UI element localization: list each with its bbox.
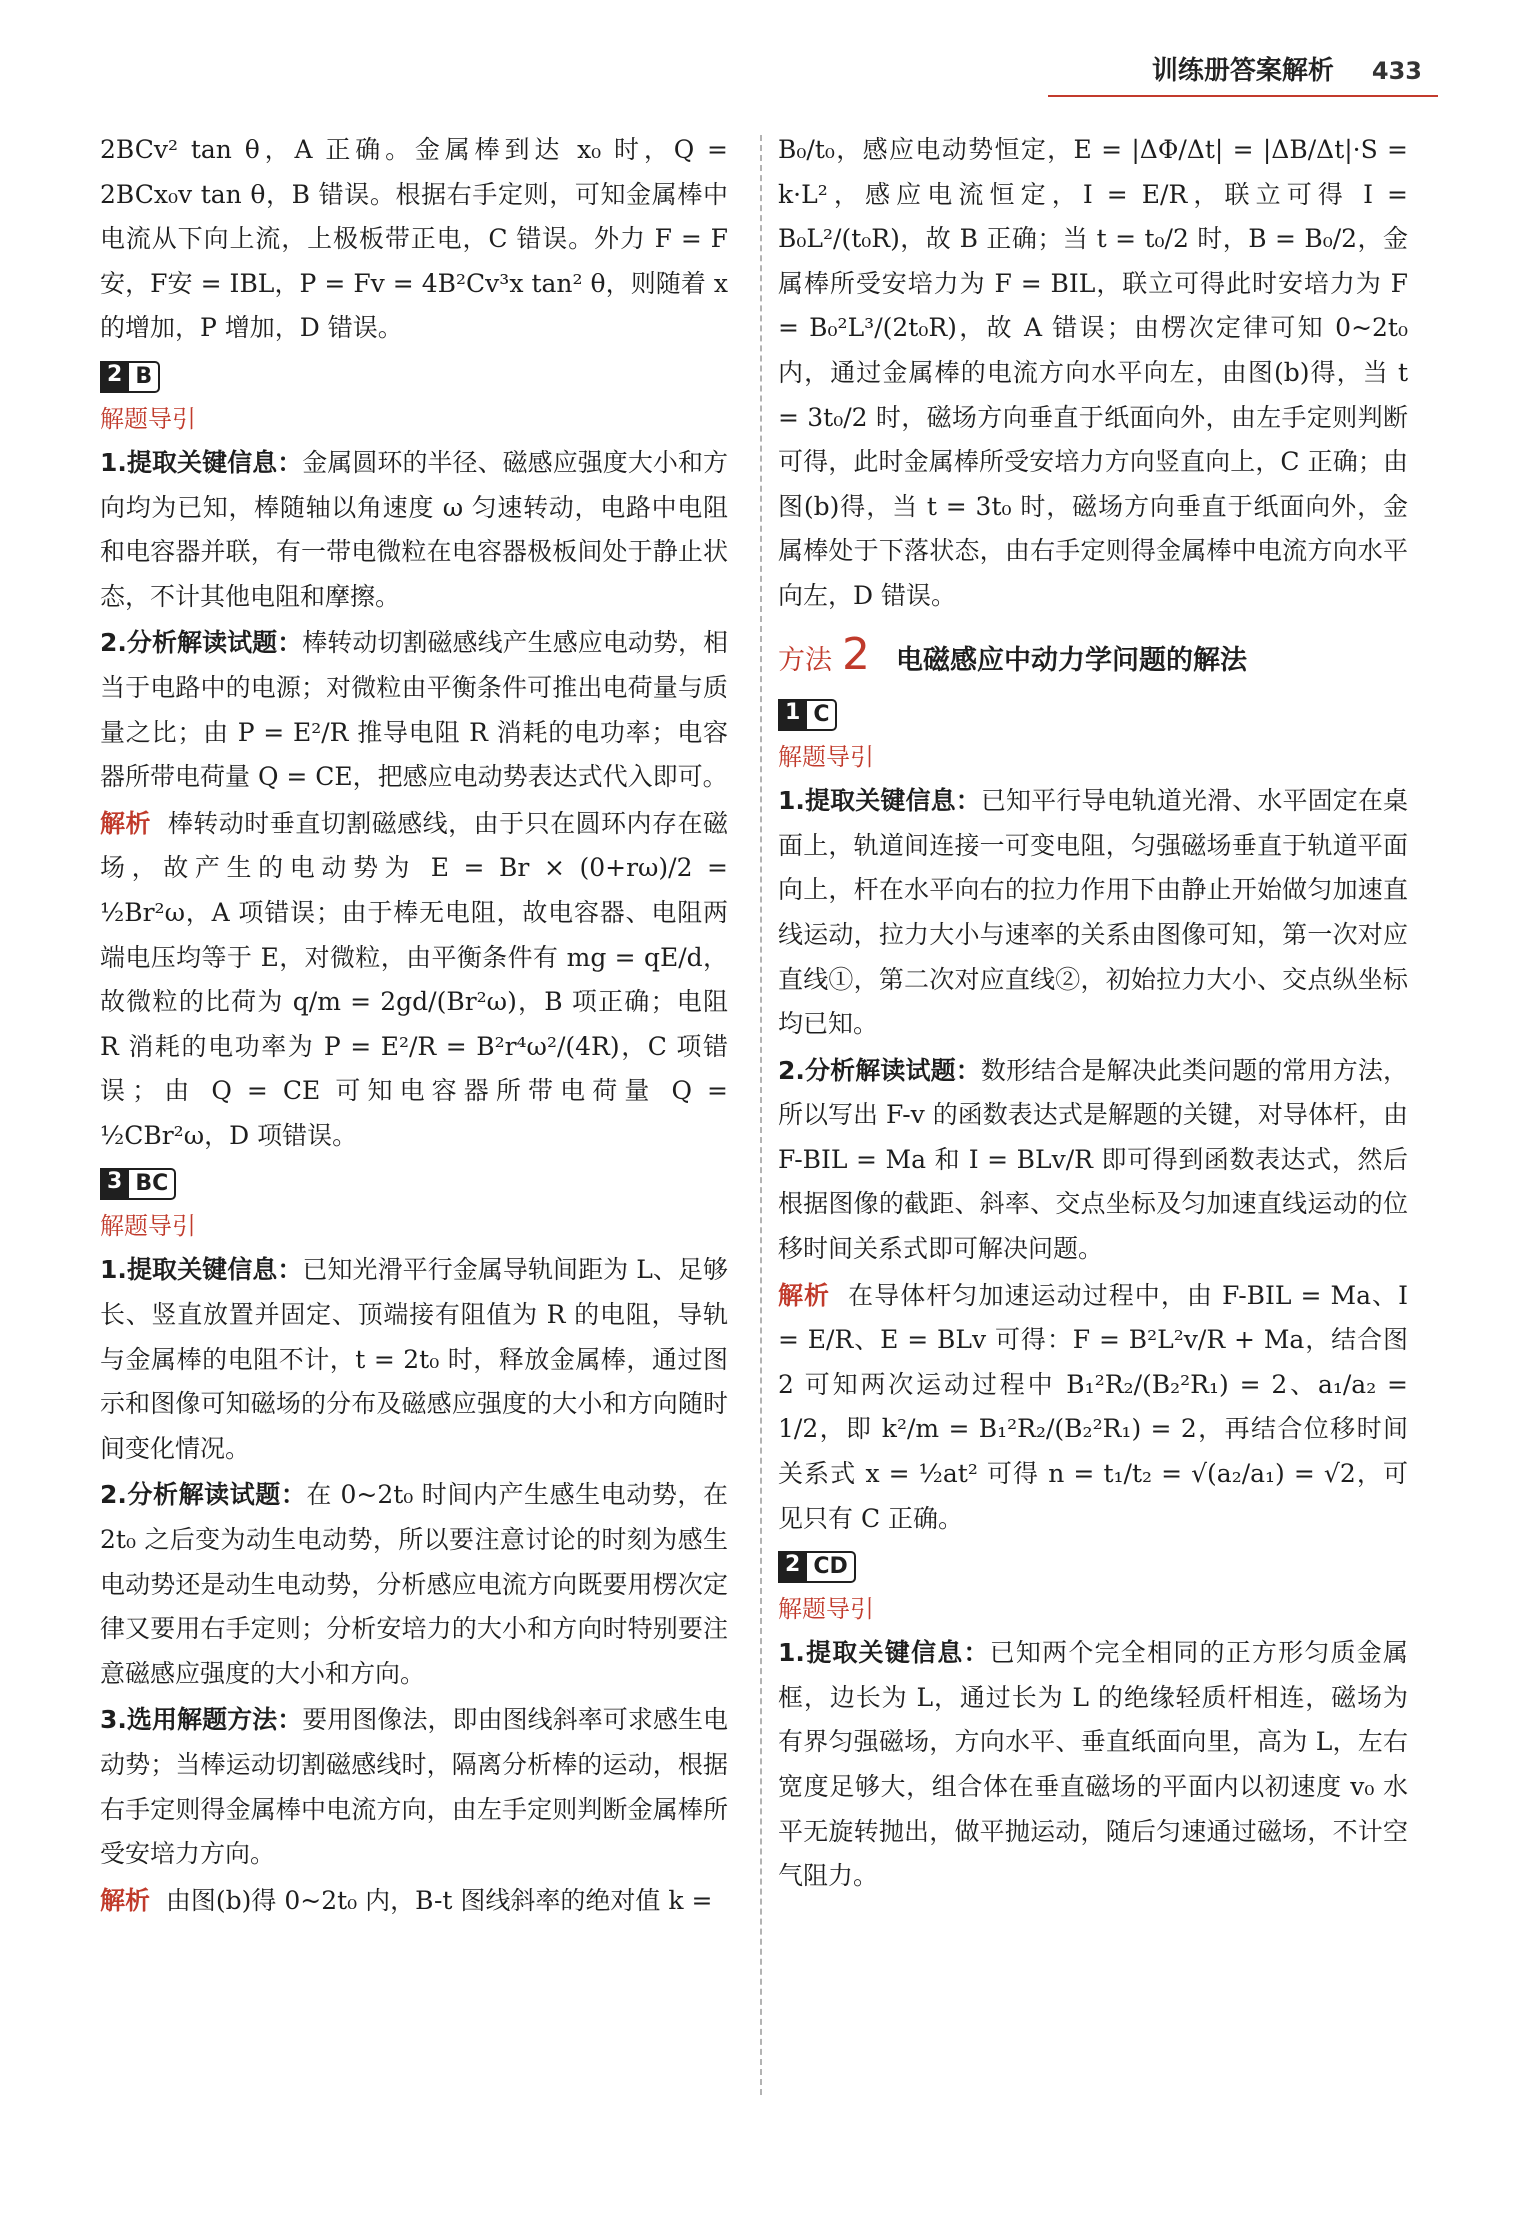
header-rule [1048,95,1438,97]
guide-point [100,1473,728,1696]
column-divider [760,135,762,2095]
method-title: 电磁感应中动力学问题的解法 [896,644,1247,676]
guide-point [100,1698,728,1876]
point-label: 1.提取关键信息： [778,786,981,816]
point-text: 金属圆环的半径、磁感应强度大小和方向均为已知，棒随轴以角速度 ω 匀速转动，电路中电阻和电容器并联，有一带电微粒在电容器极板间处于静止状态，不计其他电阻和摩擦。 [100,447,728,611]
point-text: 在 0~2t₀ 时间内产生感生电动势，在 2t₀ 之后变为动生电动势，所以要注意讨论的时刻为感生电动势还是动生电动势，分析感应电流方向既要用楞次定律又要用右手定则；分析安培力的大小和方向时特别要注意磁感应强度的大小和方向。 [100,1480,728,1688]
point-text: 已知光滑平行金属导轨间距为 L、足够长、竖直放置并固定、顶端接有阻值为 R 的电阻，导轨与金属棒的电阻不计，t = 2t₀ 时，释放金属棒，通过图示和图像可知磁场的分布及磁感应强度的大小和方向随时间变化情况。 [100,1255,728,1463]
point-label: 1.提取关键信息： [100,1255,303,1285]
running-header [1152,50,1422,87]
point-text: 要用图像法，即由图线斜率可求感生电动势；当棒运动切割磁感线时，隔离分析棒的运动，根据右手定则得金属棒中电流方向，由左手定则判断金属棒所受安培力方向。 [100,1705,728,1869]
analysis-label: 解析 [100,1885,151,1915]
analysis-label: 解析 [778,1280,831,1310]
question-number: 1 [778,699,807,731]
point-label: 3.选用解题方法： [100,1705,303,1735]
guide-heading: 解题导引 [778,743,874,772]
analysis-label: 解析 [100,808,151,838]
guide-heading: 解题导引 [100,1212,196,1241]
analysis-text: 在导体杆匀加速运动过程中，由 F-BIL = Ma、I = E/R、E = BLv 可得：F = B²L²v/R + Ma，结合图 2 可知两次运动过程中 B₁²R₂/(B₂²R₁) = 2、a₁/a₂ = 1/2，即 k²/m = B₁²R₂/(B₂²R₁) = 2，再结合位移时间关系式 x = ½at² 可得 n = t₁/t₂ = √(a₂/a₁) = √2，可见只有 C 正确。 [778,1280,1408,1533]
point-label: 2.分析解读试题： [100,628,303,658]
continued-paragraph: 2BCv² tan θ，A 正确。金属棒到达 x₀ 时，Q = 2BCx₀v tan θ，B 错误。根据右手定则，可知金属棒中电流从下向上流，上极板带正电，C 错误。外力 F = F安，F安 = IBL，P = Fv = 4B²Cv³x tan² θ，则随着 x 的增加，P 增加，D 错误。 [100,135,728,343]
question-number: 2 [100,361,129,393]
question-number: 3 [100,1168,129,1200]
guide-point [778,1631,1408,1899]
left-column [100,128,728,1923]
analysis [778,1274,1408,1542]
header-title: 训练册答案解析 [1151,56,1334,86]
right-column [778,128,1408,1899]
guide-point [100,1248,728,1471]
guide-heading: 解题导引 [778,1595,874,1624]
point-label: 2.分析解读试题： [778,1055,981,1085]
point-label: 2.分析解读试题： [100,1480,307,1510]
point-label: 1.提取关键信息： [100,447,303,477]
question-number: 2 [778,1551,807,1583]
point-text: 数形结合是解决此类问题的常用方法，所以写出 F-v 的函数表达式是解题的关键，对导体杆，由 F-BIL = Ma 和 I = BLv/R 即可得到函数表达式，然后根据图像的截距、斜率、交点坐标及匀加速直线运动的位移时间关系式即可解决问题。 [778,1055,1408,1264]
continued-paragraph: B₀/t₀，感应电动势恒定，E = |ΔΦ/Δt| = |ΔB/Δt|·S = k·L²，感应电流恒定，I = E/R，联立可得 I = B₀L²/(t₀R)，故 B 正确；当 t = t₀/2 时，B = B₀/2，金属棒所受安培力为 F = BIL，联立可得此时安培力为 F = B₀²L³/(2t₀R)，故 A 错误；由楞次定律可知 0~2t₀ 内，通过金属棒的电流方向水平向左，由图(b)得，当 t = 3t₀/2 时，磁场方向垂直于纸面向外，由左手定则判断可得，此时金属棒所受安培力方向竖直向上，C 正确；由图(b)得，当 t = 3t₀ 时，磁场方向垂直于纸面向外，金属棒处于下落状态，由右手定则得金属棒中电流方向水平向左，D 错误。 [778,135,1408,610]
method-heading [778,628,1408,684]
question-badge [100,1168,176,1200]
question-answer: B [129,361,160,393]
point-text: 已知两个完全相同的正方形匀质金属框，边长为 L，通过长为 L 的绝缘轻质杆相连，磁场为有界匀强磁场，方向水平、垂直纸面向里，高为 L，左右宽度足够大，组合体在垂直磁场的平面内以初速度 v₀ 水平无旋转抛出，做平抛运动，随后匀速通过磁场，不计空气阻力。 [778,1638,1408,1891]
question-badge [100,361,160,393]
question-answer: CD [807,1551,855,1583]
question-badge [778,699,837,731]
question-answer: BC [129,1168,176,1200]
question-answer: C [807,699,837,731]
point-label: 1.提取关键信息： [778,1638,990,1668]
guide-heading: 解题导引 [100,404,196,433]
guide-point [100,441,728,619]
question-badge [778,1551,856,1583]
method-number: 2 [842,628,870,680]
analysis-text: 棒转动时垂直切割磁感线，由于只在圆环内存在磁场，故产生的电动势为 E = Br × (0+rω)/2 = ½Br²ω，A 项错误；由于棒无电阻，故电容器、电阻两端电压均等于 E，对微粒，由平衡条件有 mg = qE/d，故微粒的比荷为 q/m = 2gd/(Br²ω)，B 项正确；电阻 R 消耗的电功率为 P = E²/R = B²r⁴ω²/(4R)，C 项错误；由 Q = CE 可知电容器所带电荷量 Q = ½CBr²ω，D 项错误。 [100,808,728,1150]
point-text: 已知平行导电轨道光滑、水平固定在桌面上，轨道间连接一可变电阻，匀强磁场垂直于轨道平面向上，杆在水平向右的拉力作用下由静止开始做匀加速直线运动，拉力大小与速率的关系由图像可知，第一次对应直线①，第二次对应直线②，初始拉力大小、交点纵坐标均已知。 [778,786,1408,1039]
analysis [100,1879,728,1924]
analysis-text: 由图(b)得 0~2t₀ 内，B-t 图线斜率的绝对值 k = [165,1885,713,1915]
method-label: 方法 [778,644,832,676]
guide-point [778,1049,1408,1272]
point-text: 棒转动切割磁感线产生感应电动势，相当于电路中的电源；对微粒由平衡条件可推出电荷量与质量之比；由 P = E²/R 推导电阻 R 消耗的电功率；电容器所带电荷量 Q = CE，把感应电动势表达式代入即可。 [100,628,728,792]
guide-point [100,621,728,799]
page-number: 433 [1371,57,1422,85]
guide-point [778,779,1408,1047]
analysis [100,802,728,1159]
